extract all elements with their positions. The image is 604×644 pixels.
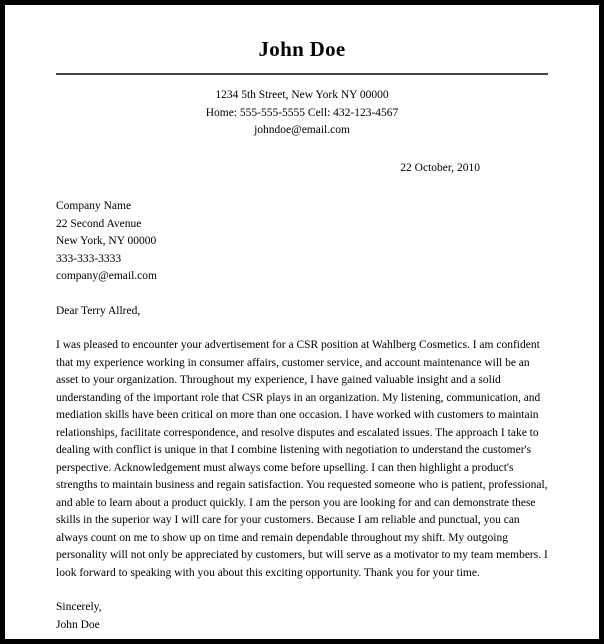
salutation: Dear Terry Allred, [56, 304, 141, 317]
recipient-city-state-zip: New York, NY 00000 [56, 235, 157, 248]
recipient-phone: 333-333-3333 [56, 252, 122, 265]
sender-contact-block [56, 87, 548, 140]
letter-sheet [5, 5, 599, 639]
letter-date: 22 October, 2010 [400, 161, 480, 174]
recipient-street: 22 Second Avenue [56, 217, 142, 230]
recipient-address-block [56, 198, 548, 286]
sender-email: johndoe@email.com [254, 124, 350, 137]
signature-name: John Doe [56, 618, 100, 631]
closing-block [56, 599, 548, 634]
valediction: Sincerely, [56, 601, 102, 614]
recipient-company: Company Name [56, 200, 132, 213]
sender-address: 1234 5th Street, New York NY 00000 [215, 89, 389, 102]
letter-body-paragraph: I was pleased to encounter your advertisement for a CSR position at Wahlberg Cosmetics. I am confident that my experience working in consumer affairs, customer service, and account maintenance will be an asset to your organization. Throughout my experience, I have gained valuable insight and a solid understanding of the important role that CSR plays in an organization. My listening, communication, and mediation skills have been critical on more than one occasion. I have worked with customers to maintain relationships, facilitate correspondence, and resolve disputes and escalated issues. The approach I take to dealing with conflict is unique in that I combine listening with negotiation to understand the customer's perspective. Acknowledgement must always come before upselling. I can then highlight a product's strengths to maintain business and regain satisfaction. You requested someone who is patient, professional, and able to learn about a product quickly. I am the person you are looking for and can demonstrate these skills in the superior way I will care for your customers. Because I am reliable and punctual, you can always count on me to show up on time and remain dependable throughout my shift. My outgoing personality will not only be appreciated by customers, but will serve as a motivator to my team members. I look forward to speaking with you about this exciting opportunity. Thank you for your time. [56, 339, 548, 579]
page-title: John Doe [258, 37, 346, 61]
header-divider [56, 73, 548, 75]
sender-phones: Home: 555-555-5555 Cell: 432-123-4567 [205, 106, 399, 119]
recipient-email: company@email.com [56, 270, 157, 283]
